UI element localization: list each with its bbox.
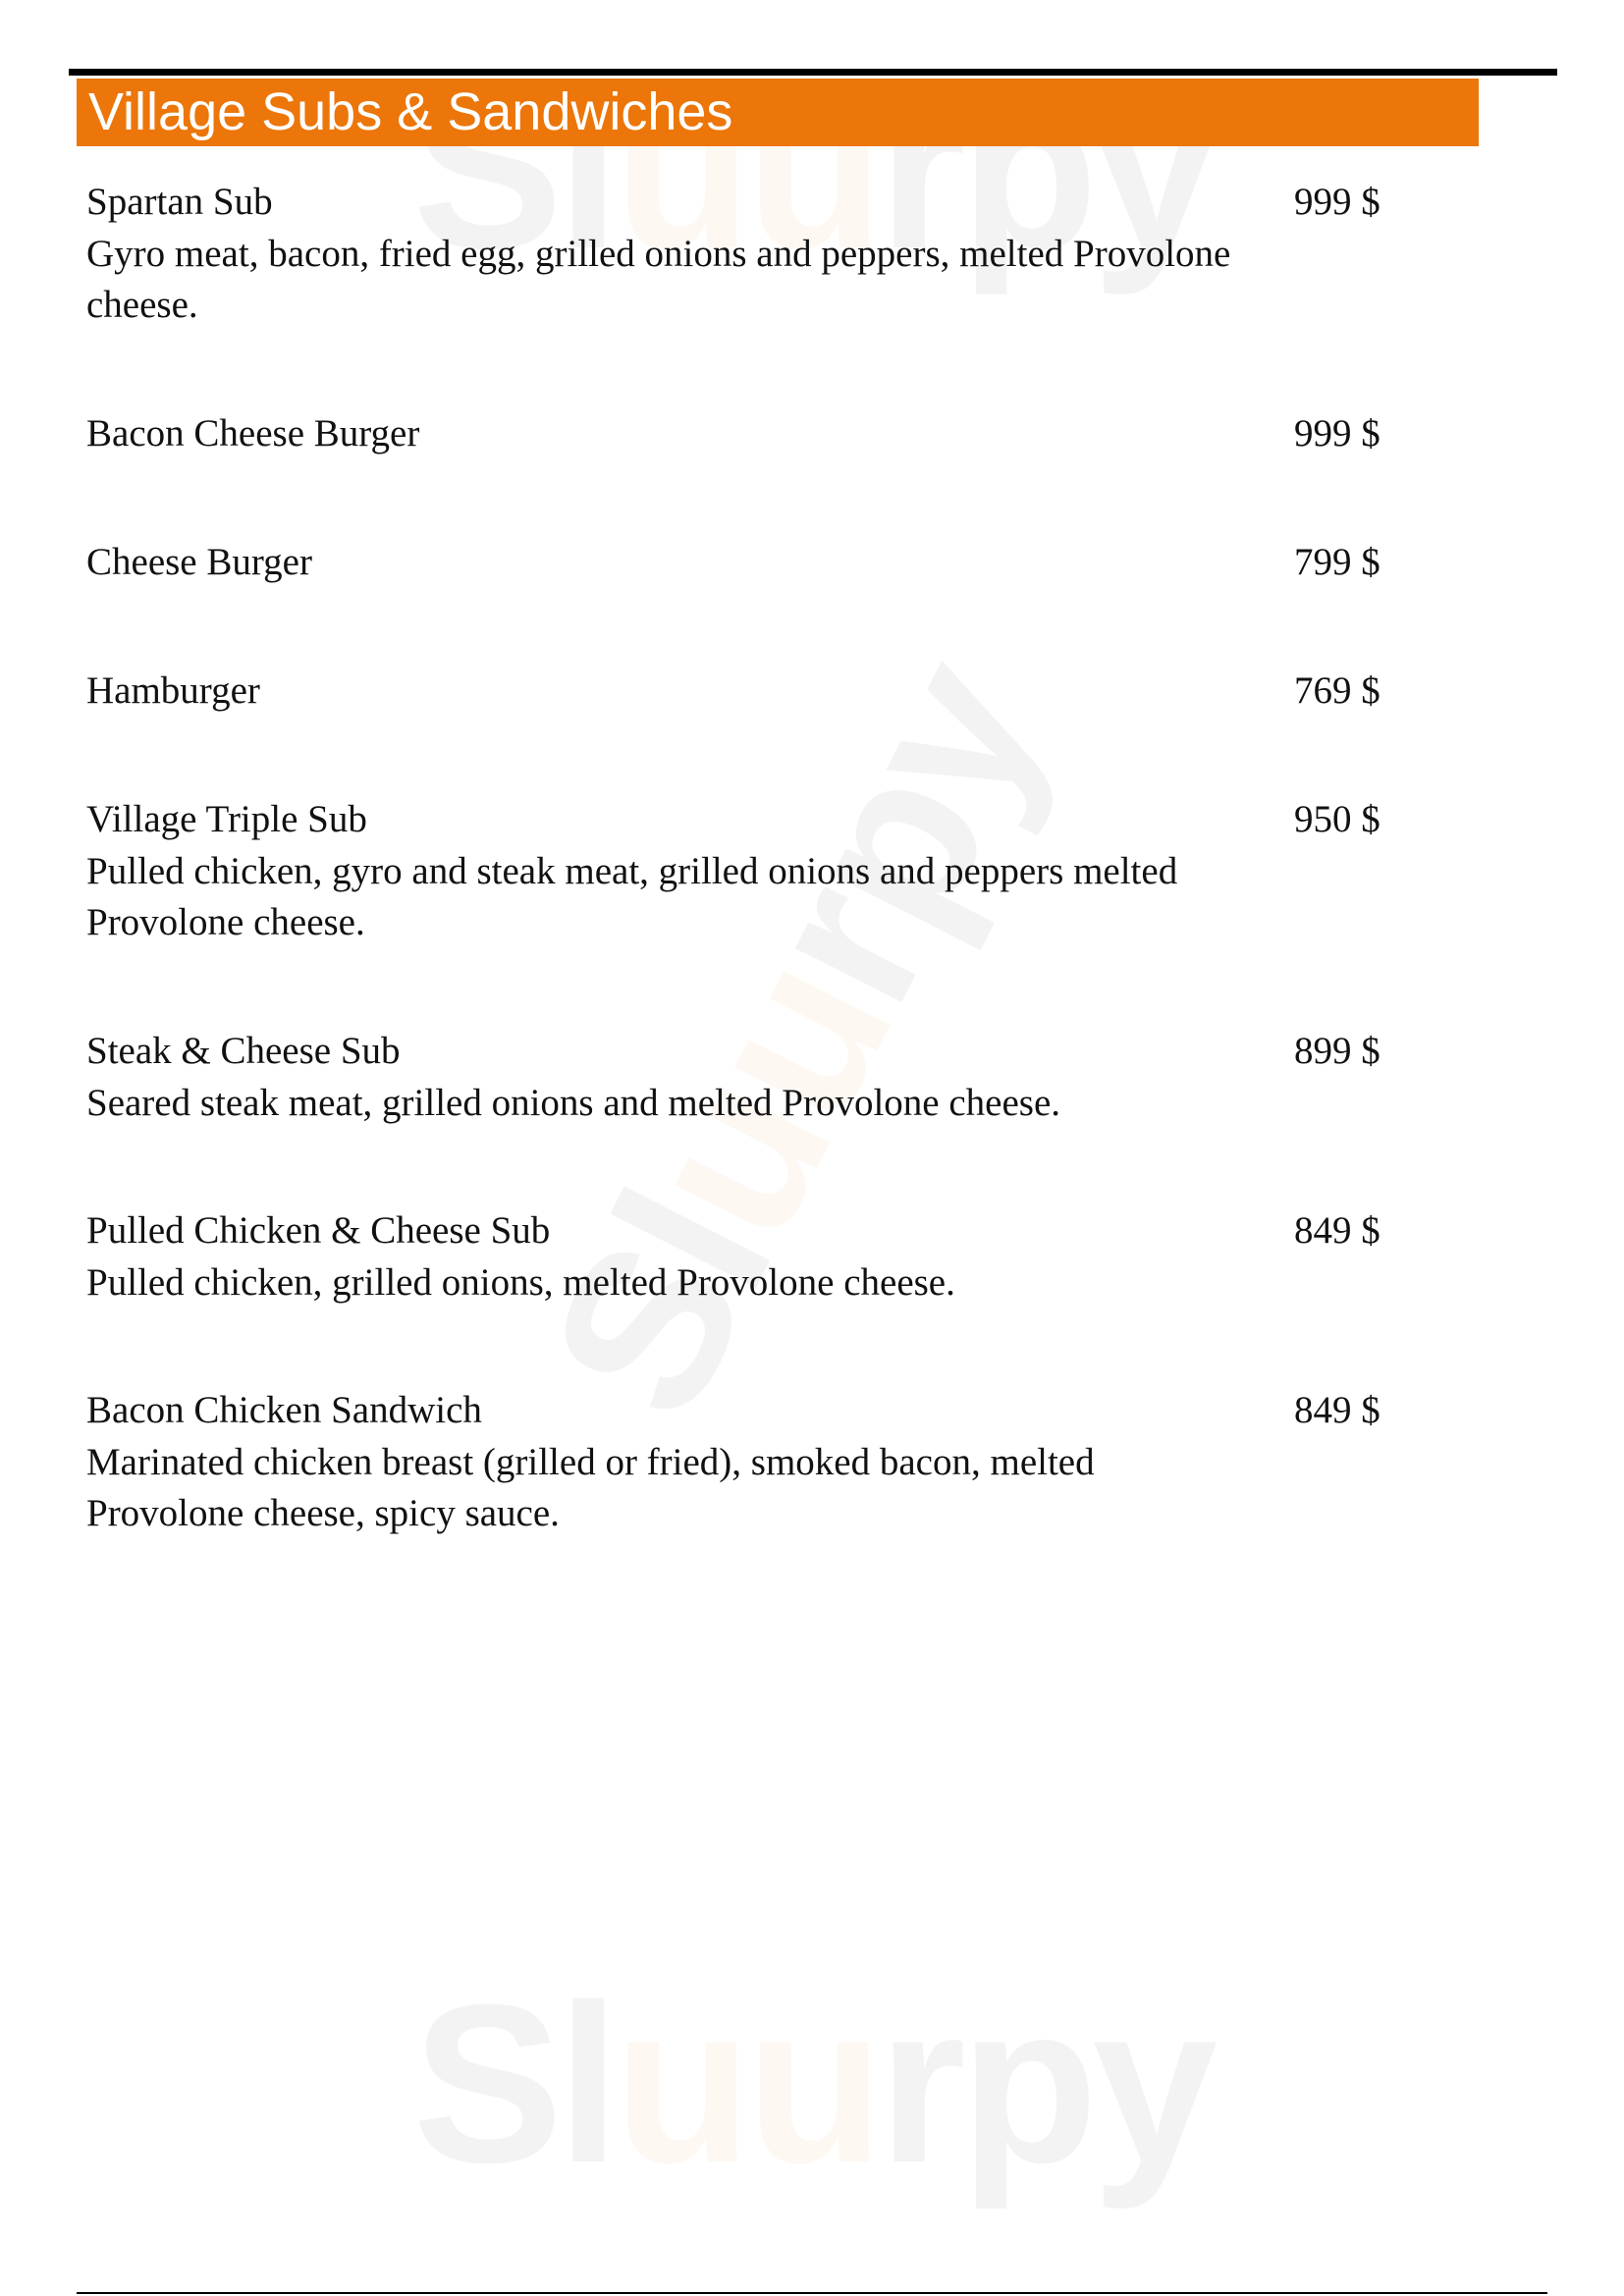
item-name: Steak & Cheese Sub (86, 1030, 401, 1072)
item-description: Gyro meat, bacon, fried egg, grilled onions and peppers, melted Provolone cheese. (86, 232, 1231, 326)
menu-item-bacon-cheese-burger (86, 408, 1422, 460)
item-name: Bacon Cheese Burger (86, 412, 420, 454)
item-name: Village Triple Sub (86, 798, 367, 840)
watermark-logo-bottom (412, 1953, 1237, 2268)
item-description: Seared steak meat, grilled onions and melted Provolone cheese. (86, 1081, 1061, 1124)
menu-item-cheese-burger (86, 537, 1422, 589)
section-header (77, 79, 1479, 146)
item-name: Bacon Chicken Sandwich (86, 1389, 482, 1431)
item-name: Cheese Burger (86, 541, 312, 583)
item-description: Marinated chicken breast (grilled or fried), smoked bacon, melted Provolone cheese, spicy sauce. (86, 1440, 1095, 1534)
item-name: Pulled Chicken & Cheese Sub (86, 1209, 551, 1252)
item-price: 799 $ (1294, 541, 1380, 583)
menu-item-pulled-chicken-cheese-sub (86, 1205, 1422, 1308)
item-price: 999 $ (1294, 181, 1380, 223)
item-price: 950 $ (1294, 798, 1380, 840)
item-description: Pulled chicken, gyro and steak meat, grilled onions and peppers melted Provolone cheese. (86, 849, 1178, 943)
watermark-text (412, 1953, 1212, 2214)
item-price: 899 $ (1294, 1030, 1380, 1072)
menu-item-steak-cheese-sub (86, 1026, 1422, 1129)
item-price: 999 $ (1294, 412, 1380, 454)
top-divider (69, 69, 1557, 76)
menu-item-bacon-chicken-sandwich (86, 1385, 1422, 1540)
menu-item-hamburger (86, 666, 1422, 718)
item-price: 849 $ (1294, 1389, 1380, 1431)
item-price: 769 $ (1294, 669, 1380, 712)
item-name: Spartan Sub (86, 181, 273, 223)
item-name: Hamburger (86, 669, 260, 712)
item-description: Pulled chicken, grilled onions, melted Provolone cheese. (86, 1260, 955, 1304)
bottom-divider (77, 2292, 1547, 2294)
section-title: Village Subs & Sandwiches (88, 82, 733, 141)
item-price: 849 $ (1294, 1209, 1380, 1252)
menu-item-village-triple-sub (86, 794, 1422, 949)
menu-item-spartan-sub (86, 177, 1422, 332)
